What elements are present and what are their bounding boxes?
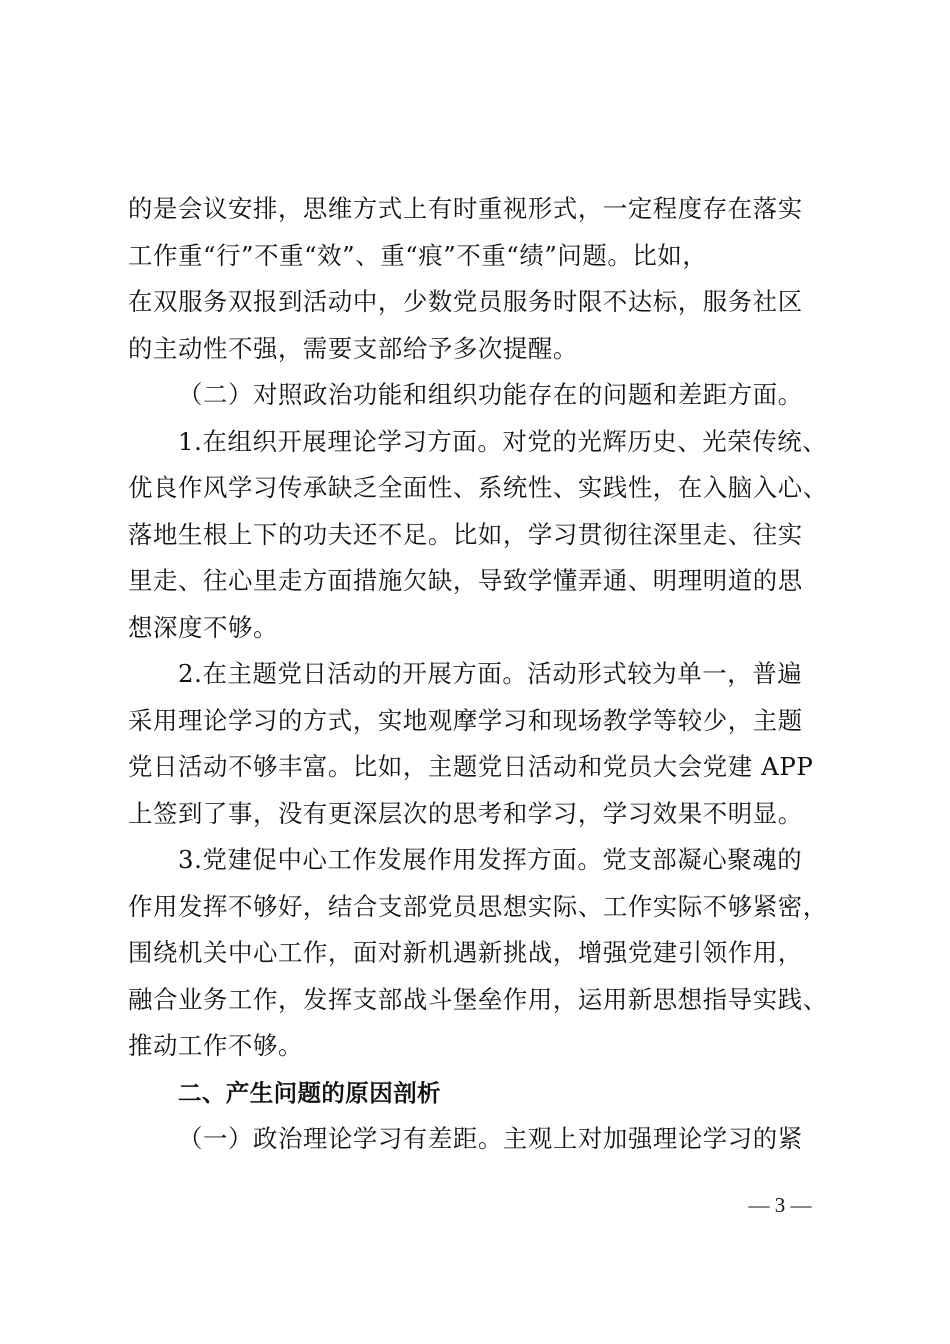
- text-line: 党日活动不够丰富。比如，主题党日活动和党员大会党建 APP: [128, 752, 814, 781]
- text-line: 作用发挥不够好，结合支部党员思想实际、工作实际不够紧密，: [128, 891, 828, 921]
- paragraph-start: 3.党建促中心工作发展作用发挥方面。党支部凝心聚魂的: [178, 845, 803, 874]
- text-line: 的是会议安排，思维方式上有时重视形式，一定程度存在落实: [128, 194, 803, 223]
- paragraph-start: 2.在主题党日活动的开展方面。活动形式较为单一，普遍: [178, 659, 803, 688]
- text-line: 工作重“行”不重“效”、重“痕”不重“绩”问题。比如，: [128, 240, 708, 270]
- text-line: 的主动性不强，需要支部给予多次提醒。: [128, 333, 578, 363]
- text-line: 优良作风学习传承缺乏全面性、系统性、实践性，在入脑入心、: [128, 473, 828, 502]
- text-line: 在双服务双报到活动中，少数党员服务时限不达标，服务社区: [128, 287, 803, 316]
- text-line: 围绕机关中心工作，面对新机遇新挑战，增强党建引领作用，: [128, 938, 803, 967]
- body-text: [128, 186, 828, 1163]
- section-heading: 二、产生问题的原因剖析: [178, 1078, 441, 1107]
- paragraph-start: 1.在组织开展理论学习方面。对党的光辉历史、光荣传统、: [178, 426, 828, 456]
- text-line: 上签到了事，没有更深层次的思考和学习，学习效果不明显。: [128, 798, 803, 828]
- text-line: 想深度不够。: [128, 612, 278, 642]
- text-line: 推动工作不够。: [128, 1031, 303, 1060]
- page-number: — 3 —: [748, 1193, 812, 1217]
- subsection-heading: （一）政治理论学习有差距。主观上对加强理论学习的紧: [178, 1124, 803, 1153]
- text-line: 采用理论学习的方式，实地观摩学习和现场教学等较少，主题: [128, 705, 803, 735]
- text-line: 融合业务工作，发挥支部战斗堡垒作用，运用新思想指导实践、: [128, 984, 828, 1014]
- subsection-heading: （二）对照政治功能和组织功能存在的问题和差距方面。: [178, 380, 803, 409]
- text-line: 落地生根上下的功夫还不足。比如，学习贯彻往深里走、往实: [128, 519, 803, 549]
- text-line: 里走、往心里走方面措施欠缺，导致学懂弄通、明理明道的思: [128, 566, 803, 595]
